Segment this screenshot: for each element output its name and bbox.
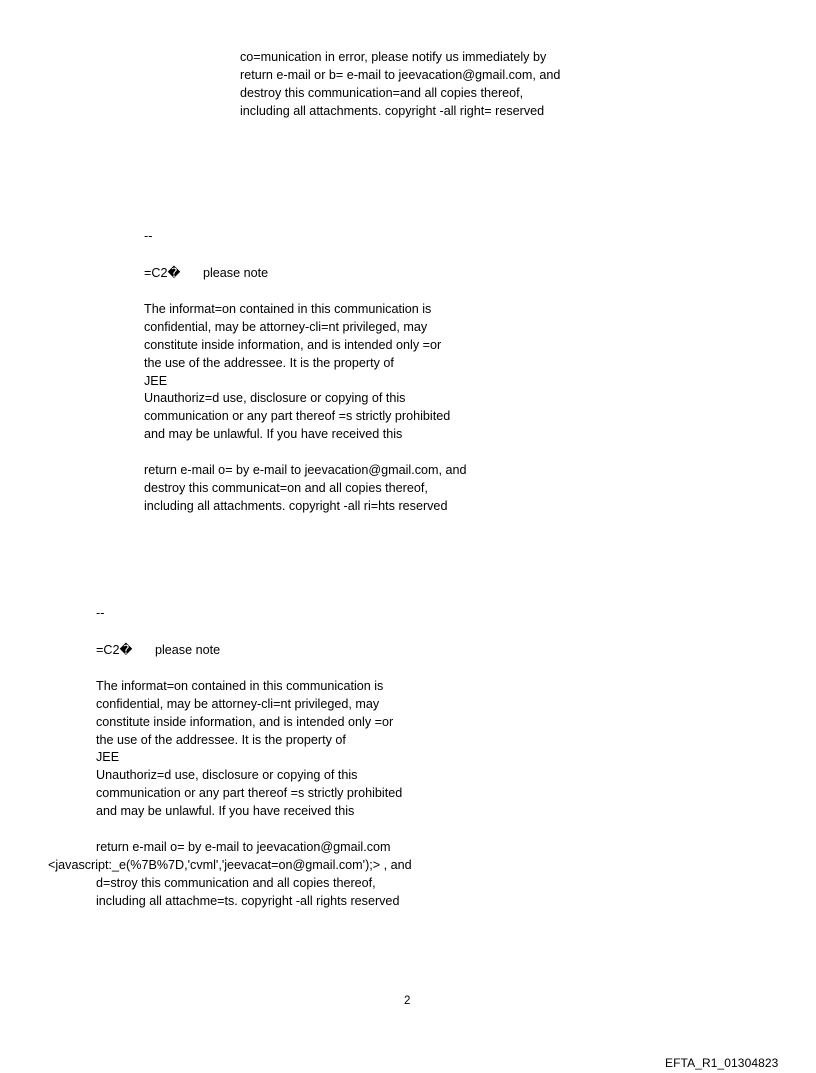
text-line: including all attachments. copyright -all ri=hts reserved [144, 499, 448, 513]
text-line: communication or any part thereof =s strictly prohibited [96, 786, 403, 800]
page-number: 2 [404, 995, 411, 1007]
text-line: The informat=on contained in this communication is [96, 679, 384, 693]
javascript-link-text: <javascript:_e(%7B%7D,'cvml','jeevacat=on@gmail.com');> , and [48, 858, 412, 872]
text-line: confidential, may be attorney-cli=nt privileged, may [144, 320, 428, 334]
note-row [144, 265, 268, 282]
note-marker: =C2� [144, 266, 181, 280]
text-line: return e-mail o= by e-mail to jeevacation@gmail.com [96, 840, 391, 854]
note-label: please note [155, 643, 221, 657]
text-line: and may be unlawful. If you have received this [96, 804, 355, 818]
text-line: constitute inside information, and is intended only =or [96, 715, 394, 729]
text-line: destroy this communication=and all copies thereof, [240, 86, 524, 100]
text-line: including all attachments. copyright -all right= reserved [240, 104, 545, 118]
text-line: the use of the addressee. It is the property of [144, 356, 394, 370]
separator: -- [144, 229, 153, 243]
text-line: The informat=on contained in this communication is [144, 302, 432, 316]
text-line: Unauthoriz=d use, disclosure or copying of this [96, 768, 358, 782]
text-line: co=munication in error, please notify us immediately by [240, 50, 547, 64]
note-row [96, 642, 220, 659]
note-label: please note [203, 266, 269, 280]
text-line: the use of the addressee. It is the property of [96, 733, 346, 747]
text-line: JEE [144, 374, 168, 388]
text-line: Unauthoriz=d use, disclosure or copying of this [144, 391, 406, 405]
text-line: JEE [96, 750, 120, 764]
text-line: return e-mail or b= e-mail to jeevacation@gmail.com, and [240, 68, 561, 82]
text-line: communication or any part thereof =s strictly prohibited [144, 409, 451, 423]
text-line: constitute inside information, and is intended only =or [144, 338, 442, 352]
text-line: destroy this communicat=on and all copies thereof, [144, 481, 428, 495]
text-line: return e-mail o= by e-mail to jeevacation@gmail.com, and [144, 463, 467, 477]
text-line: and may be unlawful. If you have received this [144, 427, 403, 441]
bates-number: EFTA_R1_01304823 [665, 1056, 779, 1070]
separator: -- [96, 606, 105, 620]
text-line: d=stroy this communication and all copies thereof, [96, 876, 376, 890]
note-marker: =C2� [96, 643, 133, 657]
text-line: confidential, may be attorney-cli=nt privileged, may [96, 697, 380, 711]
text-line: including all attachme=ts. copyright -all rights reserved [96, 894, 400, 908]
